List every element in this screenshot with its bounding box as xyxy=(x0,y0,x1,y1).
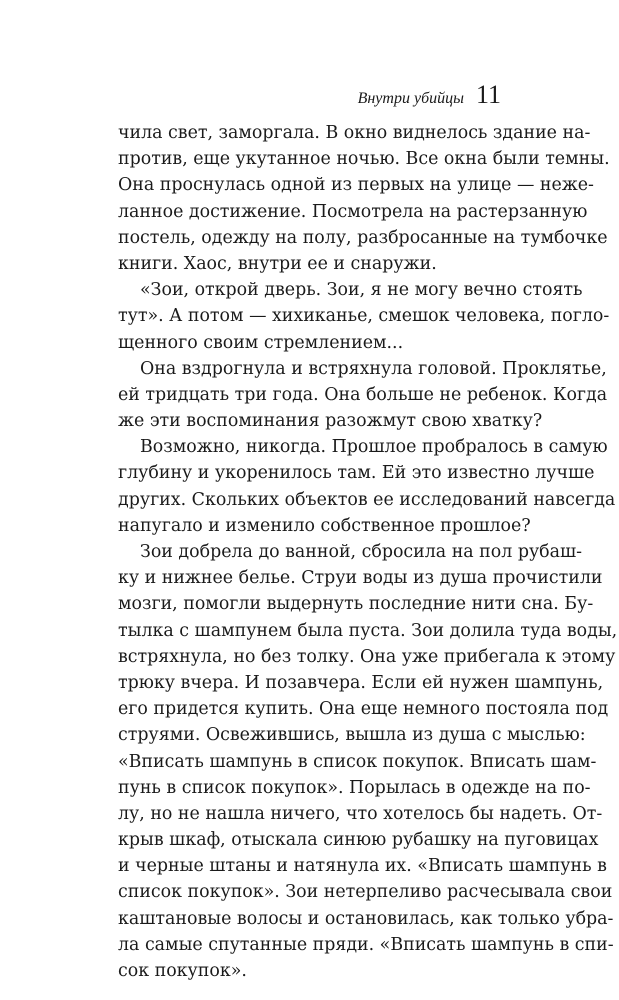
body-text xyxy=(118,120,618,984)
text-line: Зои добрела до ванной, сбросила на пол рубаш- xyxy=(140,542,583,562)
paragraph xyxy=(118,120,610,277)
paragraph xyxy=(118,434,616,539)
text-line: щенного своим стремлением... xyxy=(118,332,404,353)
running-title: Внутри убийцы xyxy=(357,90,464,107)
paragraph xyxy=(118,356,608,435)
text-line: его придется купить. Она еще немного постояла под xyxy=(118,699,609,720)
text-line: книги. Хаос, внутри ее и снаружи. xyxy=(118,253,437,274)
text-line: ла самые спутанные пряди. «Вписать шампунь в спи- xyxy=(118,934,614,955)
text-line: встряхнула, но без толку. Она уже прибегала к этому xyxy=(118,646,616,667)
text-line: и черные штаны и натянула их. «Вписать шампунь в xyxy=(118,856,607,877)
text-line: ку и нижнее белье. Струи воды из душа прочистили xyxy=(118,568,603,589)
text-line: ланное достижение. Посмотрела на растерзанную xyxy=(118,201,588,222)
text-line: пунь в список покупок». Порылась в одежде на по- xyxy=(118,777,591,798)
text-line: трюку вчера. И позавчера. Если ей нужен шампунь, xyxy=(118,672,604,693)
text-line: крыв шкаф, отыскала синюю рубашку на пуговицах xyxy=(118,830,599,851)
running-head xyxy=(358,80,501,110)
text-line: постель, одежду на полу, разбросанные на тумбочке xyxy=(118,227,608,248)
text-line: каштановые волосы и остановилась, как только убра- xyxy=(118,908,614,929)
text-line: ей тридцать три года. Она больше не ребенок. Когда xyxy=(118,384,608,405)
text-line: напугало и изменило собственное прошлое? xyxy=(118,515,531,536)
text-line: струями. Освежившись, вышла из душа с мыслью: xyxy=(118,725,586,746)
page-number: 11 xyxy=(475,80,501,109)
text-line: «Зои, открой дверь. Зои, я не могу вечно стоять xyxy=(140,280,583,301)
text-line: против, еще укутанное ночью. Все окна были темны. xyxy=(118,149,610,170)
text-line: список покупок». Зои нетерпеливо расчесывала свои xyxy=(118,882,613,903)
text-line: мозги, помогли выдернуть последние нити сна. Бу- xyxy=(118,594,594,615)
text-line: Возможно, никогда. Прошлое пробралось в самую xyxy=(140,437,608,458)
text-line: тылка с шампунем была пуста. Зои долила туда воды, xyxy=(118,620,618,641)
text-line: других. Скольких объектов ее исследований навсегда xyxy=(118,489,616,510)
paragraph xyxy=(118,539,618,984)
text-line: Она вздрогнула и встряхнула головой. Проклятье, xyxy=(140,358,607,379)
text-line: же эти воспоминания разожмут свою хватку? xyxy=(118,411,543,432)
paragraph xyxy=(118,277,610,356)
text-line: сок покупок». xyxy=(118,961,247,981)
text-line: лу, но не нашла ничего, что хотелось бы надеть. От- xyxy=(118,803,603,824)
text-line: чила свет, заморгала. В окно виднелось здание на- xyxy=(118,123,591,143)
text-line: «Вписать шампунь в список покупок. Вписать шам- xyxy=(118,751,597,772)
text-line: глубину и укоренилось там. Ей это известно лучше xyxy=(118,463,595,484)
text-line: тут». А потом — хихиканье, смешок человека, погло- xyxy=(118,306,610,327)
text-line: Она проснулась одной из первых на улице — неже- xyxy=(118,175,594,196)
